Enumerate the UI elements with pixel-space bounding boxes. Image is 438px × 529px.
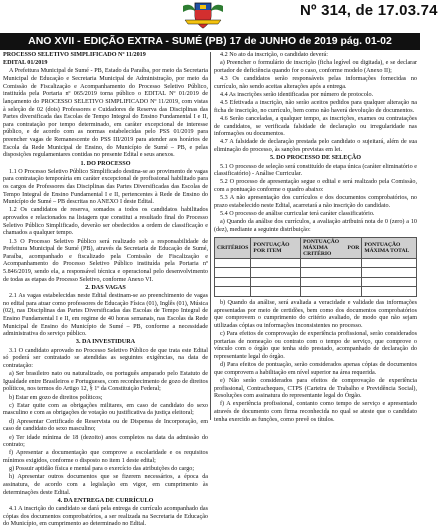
table-cell <box>301 287 362 297</box>
masthead <box>0 0 438 32</box>
municipal-coat-of-arms-icon <box>180 0 226 30</box>
paragraph: 5.2 O processo de apresentação segue o edital e será realizado pela Comissão, com a pontuação conforme o quadro abaixo: <box>214 179 417 193</box>
paragraph: d) Para efeitos de pontuação, serão considerados apenas cópias de documentos que comprovem a habilitação em nível superior na área requerida. <box>214 362 417 376</box>
scoring-table <box>214 237 417 297</box>
table-header-cell: PONTUAÇÃO MÁXIMA TOTAL <box>362 237 417 258</box>
paragraph: 5.3 A não apresentação dos currículos e dos documentos comprobatórios, no prazo estabelecido neste Edital, acarretará a não inscrição do candidato. <box>214 195 417 209</box>
table-cell <box>362 268 417 278</box>
paragraph: a) Quando da análise dos currículos, a avaliação atribuirá nota de 0 (zero) a 10 (dez), mediante a seguinte distribuição: <box>214 219 417 233</box>
section-title: 2. DAS VAGAS <box>85 284 126 291</box>
column-divider <box>210 52 211 420</box>
paragraph: 2.1 As vagas estabelecidas neste Edital destinam-se ao preenchimento de vagas no edital para atuar como professores de Educação Física (01), Inglês (01), Música (02), nas Disciplinas das Partes Diversificadas das Escolas de Tempo Integral de Ensino Fundamental I e II, em regime de 40 horas semanais, nas Escolas da Rede Municipal de Ensino do Município de Sumé – PB, conforme a necessidade administrativa do serviço público. <box>3 293 208 338</box>
paragraph: 4.7 A falsidade de declaração prestada pelo candidato o sujeitará, além de sua eliminação do processo, às sanções previstas em lei. <box>214 139 417 154</box>
paragraph: f) A experiência profissional, contanto como tempo de serviço e apresentado através de documento com firma reconhecida no qual se ateste que o candidato tenha exercido as funções, como prevê os títulos. <box>214 401 417 423</box>
table-cell <box>301 268 362 278</box>
paragraph: a) Preencher o formulário de inscrição (ficha legível ou digitada), e se declarar portador de deficiência quando for o caso, conforme modelo (Anexo II); <box>214 60 417 74</box>
paragraph: e) Não serão considerados para efeitos de comprovação de experiência profissional, Contracheques, CTPS (Carteira de Trabalho e Previdência Social), Resoluções com assinatura do representante legal do Órgão. <box>214 377 417 400</box>
paragraph: b) Quando da análise, será avaliada a veracidade e validade das informações apresentadas por meio de certidões, bem como dos documentos comprobatórios que comprovem o cumprimento do critério avaliado, de modo que não sejam utilizadas cópias ou informações inconsistentes no processo. <box>214 299 417 329</box>
paragraph: a) Ser brasileiro nato ou naturalizado, ou português amparado pelo Estatuto de Igualdade entre Brasileiros e Portugueses, com reconhecimento de gozo de direitos políticos, nos termos do Artigo 12, § 1º da Constituição Federal; <box>3 371 208 393</box>
edition-banner: ANO XVII - EDIÇÃO EXTRA - SUMÉ (PB) 17 de JUNHO de 2019 pág. 01-02 <box>0 33 420 50</box>
paragraph: e) Ter idade mínima de 18 (dezoito) anos completos na data da admissão do contrato; <box>3 434 208 449</box>
paragraph: 1.2 Os candidatos de reserva, somados a todos os candidatos habilitados aprovados e relacionados na listagem que constitui a resultado final do Processo Seletivo Público Simplificado, deverão ser obedecidos a ordem de classificação e chamados a qualquer tempo. <box>3 207 208 237</box>
paragraph: A Prefeitura Municipal de Sumé - PB, Estado da Paraíba, por meio da Secretaria Municipal de Educação e Secretaria Municipal de Administração, por meio da Comissão de Fiscalização e Acompanhamento do Processo Seletivo Público, instituída pela Portaria nº 065/2019 torna público o EDITAL Nº 01/2019 de lançamento do PROCESSO SELETIVO SIMPLIFICADO Nº 11/2019, com vistas à seleção de 02 (dois) Professores e Cuidadores de Reserva das Disciplinas das Partes diversificada das Escolas de Tempo Integral do Ensino Fundamental I e II, para contratação por tempo determinado, em caráter excepcional de interesse público, e de acordo com as normas estabelecidas pelo PSS 01/2019 para preencher vagas de Remanescente do PSS III/2019 para atender aos horários de Escola da Rede Municipal de Ensino, do Município de Sumé – PB, e pelas disposições regulamentares contidas no presente Edital e seus anexos. <box>3 68 208 159</box>
table-cell <box>251 268 301 278</box>
left-column <box>3 52 208 528</box>
table-header-cell: CRITÉRIOS <box>215 237 251 258</box>
right-column <box>214 52 417 423</box>
table-cell <box>251 277 301 287</box>
section-title: 4. DA ENTREGA DE CURRÍCULO <box>57 497 154 504</box>
table-cell <box>215 268 251 278</box>
table-header-cell: PONTUAÇÃO MÁXIMA POR CRITÉRIO <box>301 237 362 258</box>
paragraph: f) Apresentar a documentação que comprove a escolaridade e os requisitos mínimos exigidos, conforme o disposto no item 1 deste edital; <box>3 450 208 464</box>
section-title: 1. DO PROCESSO <box>80 160 131 167</box>
table-header-cell: PONTUAÇÃO POR ITEM <box>251 237 301 258</box>
table-row <box>215 287 417 297</box>
section-heading: EDITAL 01/2019 <box>3 60 48 67</box>
section-title: 3. DA INVESTIDURA <box>75 339 136 346</box>
paragraph: d) Apresentar Certificado de Reservista ou de Dispensa de Incorporação, em caso de candidato do sexo masculino; <box>3 418 208 433</box>
table-row <box>215 268 417 278</box>
table-row <box>215 258 417 268</box>
paragraph: b) Estar em gozo de direitos políticos; <box>9 394 103 401</box>
paragraph: 4.1 A inscrição do candidato se dará pela entrega de currículo acompanhado das cópias dos documentos comprobatórios, a ser realizada na Secretaria de Educação do Município, em cumprimento ao determinado no Edital. <box>3 506 208 528</box>
paragraph: 4.5 Efetivada a inscrição, não serão aceitos pedidos para qualquer alteração na ficha de inscrição, no currículo, bem como não haverá devolução de documentos. <box>214 100 417 114</box>
section-title: 5. DO PROCESSO DE SELEÇÃO <box>270 155 361 162</box>
table-cell <box>301 258 362 268</box>
paragraph: 4.3 Os candidatos serão responsáveis pelas informações fornecidas no currículo, não sendo aceitas alterações após a entrega. <box>214 76 417 90</box>
paragraph: 1.1 O Processo Seletivo Público Simplificado destina-se ao provimento de vagas para contratação temporária em caráter excepcional de profissional habilitado para os cargos de Professores das Disciplinas das Partes Diversificadas das Escolas de Tempo Integral de Ensino Fundamental I e II, pertencentes à Rede de Ensino do Município de Sumé – PB descritas no ANEXO I deste Edital. <box>3 168 208 206</box>
issue-number: Nº 314, de 17.03.74 <box>300 2 438 19</box>
paragraph: 3.1 O candidato aprovado no Processo Seletivo Público de que trata este Edital só poderá ser contratado se atendidas as seguintes exigências, na data de contratação: <box>3 347 208 369</box>
table-cell <box>362 277 417 287</box>
table-cell <box>362 258 417 268</box>
table-cell <box>251 258 301 268</box>
paragraph: 5.4 O processo de análise curricular terá caráter classificatório. <box>220 211 375 218</box>
paragraph: g) Possuir aptidão física e mental para o exercício das atribuições do cargo; <box>9 466 195 473</box>
table-cell <box>215 258 251 268</box>
section-heading: PROCESSO SELETIVO SIMPLIFICADO Nº 11/2019 <box>3 52 146 58</box>
paragraph: 4.4 As inscrições serão identificadas por número de protocolo. <box>220 91 374 98</box>
paragraph: c) Para efeitos de comprovação de experiência profissional, serão considerados portarias de nomeação ou contrato com o tempo de serviço, que comprove o vínculo com o órgão que tenha sido prestado, acompanhado de declaração do representante legal do órgão. <box>214 331 417 360</box>
table-row <box>215 277 417 287</box>
table-cell <box>301 277 362 287</box>
table-header-row <box>215 237 417 258</box>
paragraph: 4.6 Serão canceladas, a qualquer tempo, as inscrições, exames ou contratações de candidatos, se verificada falsidade de declaração ou irregularidade nas informações ou documentos. <box>214 115 417 138</box>
paragraph: 1.3 O Processo Seletivo Público será realizado sob a responsabilidade de Prefeitura Municipal de Sumé (PB), através da Secretaria de Educação de Sumé, Paraíba, acompanhado e fiscalizado pela Comissão de Fiscalização e Acompanhamento do Processo Seletivo Público instituída pela Portaria nº 5.846/2019, sendo ela, a responsável técnica e operacional pelo desenvolvimento de todas as etapas do Processo Seletivo, conforme Anexo VI. <box>3 238 208 283</box>
paragraph: 4.2 No ato da inscrição, o candidato deverá: <box>220 52 328 58</box>
table-cell <box>215 287 251 297</box>
paragraph: 5.1 O processo de seleção será constituído de etapa única (caráter eliminatório e classificatório) - Análise Curricular. <box>214 163 417 178</box>
table-cell <box>215 277 251 287</box>
table-cell <box>362 287 417 297</box>
paragraph: h) Apresentar outros documentos que se fizerem necessários, a época da assinatura, de acordo com a legislação em vigor, em cumprimento às determinações deste Edital. <box>3 474 208 496</box>
paragraph: c) Estar quite com as obrigações militares, em caso de candidato do sexo masculino e com as obrigações de votação ou justificativa da justiça eleitoral; <box>3 402 208 417</box>
table-cell <box>251 287 301 297</box>
